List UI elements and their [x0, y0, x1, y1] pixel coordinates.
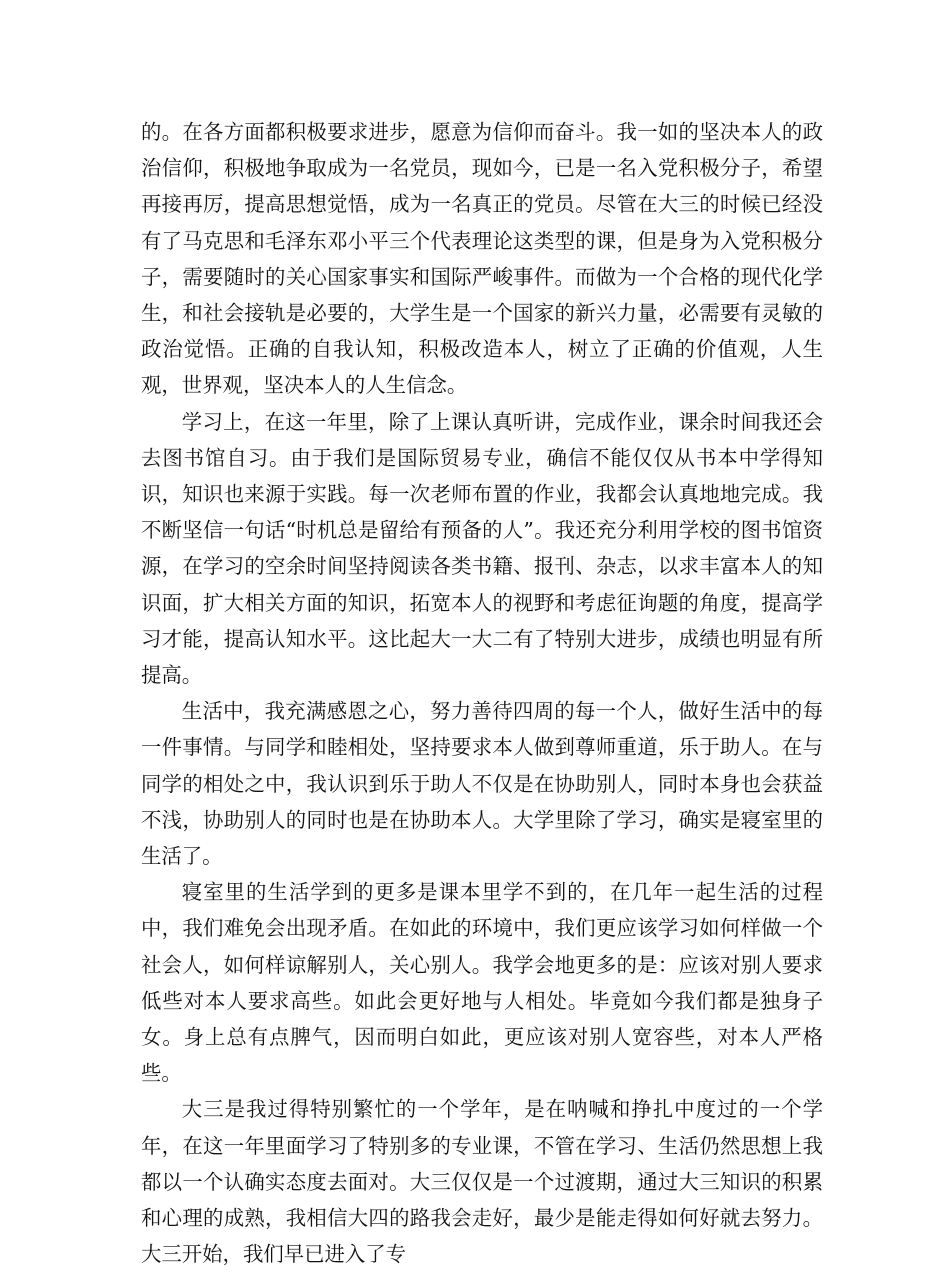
paragraph-1: 的。在各方面都积极要求进步，愿意为信仰而奋斗。我一如的坚决本人的政治信仰，积极地争取成为一名党员，现如今，已是一名入党积极分子，希望再接再厉，提高思想觉悟，成为一名真正的党员。尽管在大三的时候已经没有了马克思和毛泽东邓小平三个代表理论这类型的课，但是身为入党积极分子，需要随时的关心国家事实和国际严峻事件。而做为一个合格的现代化学生，和社会接轨是必要的，大学生是一个国家的新兴力量，必需要有灵敏的政治觉悟。正确的自我认知，积极改造本人，树立了正确的价值观，人生观，世界观，坚决本人的人生信念。 — [141, 120, 823, 398]
paragraph-3: 生活中，我充满感恩之心，努力善待四周的每一个人，做好生活中的每一件事情。与同学和睦相处，坚持要求本人做到尊师重道，乐于助人。在与同学的相处之中，我认识到乐于助人不仅是在协助别人，同时本身也会获益不浅，协助别人的同时也是在协助本人。大学里除了学习，确实是寝室里的生活了。 — [141, 699, 823, 869]
paragraph-4: 寝室里的生活学到的更多是课本里学不到的，在几年一起生活的过程中，我们难免会出现矛盾。在如此的环境中，我们更应该学习如何样做一个社会人，如何样谅解别人，关心别人。我学会地更多的是：应该对别人要求低些对本人要求高些。如此会更好地与人相处。毕竟如今我们都是独身子女。身上总有点脾气，因而明白如此，更应该对别人宽容些，对本人严格些。 — [141, 880, 823, 1086]
paragraph-2: 学习上，在这一年里，除了上课认真听讲，完成作业，课余时间我还会去图书馆自习。由于我们是国际贸易专业，确信不能仅仅从书本中学得知识，知识也来源于实践。每一次老师布置的作业，我都会认真地地完成。我不断坚信一句话“时机总是留给有预备的人”。我还充分利用学校的图书馆资源，在学习的空余时间坚持阅读各类书籍、报刊、杂志，以求丰富本人的知识面，扩大相关方面的知识，拓宽本人的视野和考虑征询题的角度，提高学习才能，提高认知水平。这比起大一大二有了特别大进步，成绩也明显有所提高。 — [141, 409, 823, 688]
paragraph-5: 大三是我过得特别繁忙的一个学年，是在呐喊和挣扎中度过的一个学年，在这一年里面学习了特别多的专业课，不管在学习、生活仍然思想上我都以一个认确实态度去面对。大三仅仅是一个过渡期，通过大三知识的积累和心理的成熟，我相信大四的路我会走好，最少是能走得如何好就去努力。大三开始，我们早已进入了专 — [141, 1097, 823, 1267]
document-body — [141, 114, 823, 1273]
